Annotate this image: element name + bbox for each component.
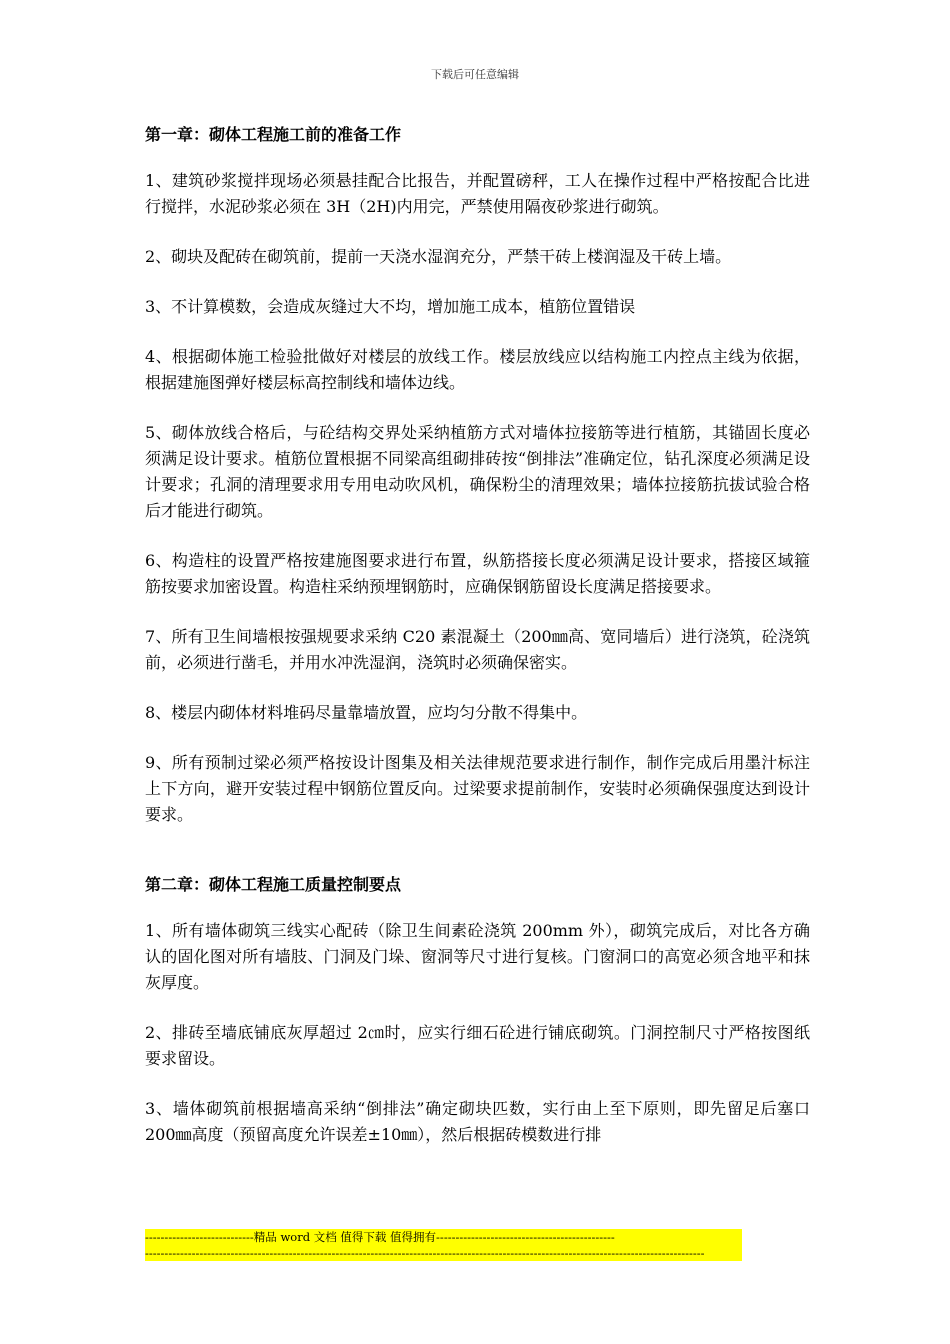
document-body	[145, 122, 810, 1172]
chapter-1-paragraph-3: 3、不计算模数，会造成灰缝过大不均，增加施工成本，植筋位置错误	[145, 297, 636, 316]
chapter-1-title: 第一章：砌体工程施工前的准备工作	[145, 125, 402, 144]
header-note: 下载后可任意编辑	[431, 68, 519, 81]
footer-banner-line-1: ----------------------------精品 word 文档 值得下载 值得拥有----------------------------------------------	[145, 1230, 615, 1244]
chapter-2-title: 第二章：砌体工程施工质量控制要点	[145, 875, 402, 894]
footer-banner-line-2: ------------------------------------------------------------------------------------------------------------------------------------------------	[145, 1246, 705, 1260]
footer-banner	[145, 1229, 742, 1261]
chapter-2-paragraph-3: 3、墙体砌筑前根据墙高采纳“倒排法”确定砌块匹数，实行由上至下原则，即先留足后塞口 200㎜高度（预留高度允许误差±10㎜），然后根据砖模数进行排	[145, 1099, 810, 1144]
chapter-2-paragraph-2: 2、排砖至墙底铺底灰厚超过 2㎝时，应实行细石砼进行铺底砌筑。门洞控制尺寸严格按图纸要求留设。	[145, 1023, 810, 1068]
chapter-1-paragraph-5: 5、砌体放线合格后，与砼结构交界处采纳植筋方式对墙体拉接筋等进行植筋，其锚固长度必须满足设计要求。植筋位置根据不同梁高组砌排砖按“倒排法”准确定位，钻孔深度必须满足设计要求；孔洞的清理要求用专用电动吹风机，确保粉尘的清理效果；墙体拉接筋抗拔试验合格后才能进行砌筑。	[145, 423, 810, 520]
chapter-1-paragraph-7: 7、所有卫生间墙根按强规要求采纳 C20 素混凝土（200㎜高、宽同墙后）进行浇筑，砼浇筑前，必须进行凿毛，并用水冲洗湿润，浇筑时必须确保密实。	[145, 627, 810, 672]
chapter-1-paragraph-4: 4、根据砌体施工检验批做好对楼层的放线工作。楼层放线应以结构施工内控点主线为依据，根据建施图弹好楼层标高控制线和墙体边线。	[145, 347, 810, 392]
chapter-2-paragraph-1: 1、所有墙体砌筑三线实心配砖（除卫生间素砼浇筑 200mm 外），砌筑完成后，对比各方确认的固化图对所有墙肢、门洞及门垛、窗洞等尺寸进行复核。门窗洞口的高宽必须含地平和抹灰厚度。	[145, 921, 810, 992]
chapter-1-paragraph-6: 6、构造柱的设置严格按建施图要求进行布置，纵筋搭接长度必须满足设计要求，搭接区域箍筋按要求加密设置。构造柱采纳预埋钢筋时，应确保钢筋留设长度满足搭接要求。	[145, 551, 810, 596]
chapter-1-paragraph-1: 1、建筑砂浆搅拌现场必须悬挂配合比报告，并配置磅秤，工人在操作过程中严格按配合比进行搅拌，水泥砂浆必须在 3H（2H)内用完，严禁使用隔夜砂浆进行砌筑。	[145, 171, 810, 216]
chapter-1-paragraph-8: 8、楼层内砌体材料堆码尽量靠墙放置，应均匀分散不得集中。	[145, 703, 588, 722]
chapter-1-paragraph-2: 2、砌块及配砖在砌筑前，提前一天浇水湿润充分，严禁干砖上楼润湿及干砖上墙。	[145, 247, 732, 266]
chapter-1-paragraph-9: 9、所有预制过梁必须严格按设计图集及相关法律规范要求进行制作，制作完成后用墨汁标注上下方向，避开安装过程中钢筋位置反向。过梁要求提前制作，安装时必须确保强度达到设计要求。	[145, 753, 810, 824]
